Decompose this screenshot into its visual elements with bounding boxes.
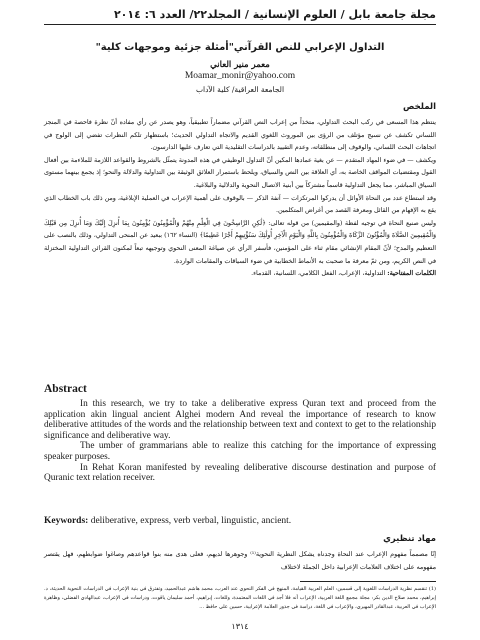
arabic-paragraph: وقد استطاع عدد من النحاة الأوائل أن يدركوا المرتكزات — آنفة الذكر — بالوقوف على أهمية الإعراب في العملية الإبلاغية، ومن ذلك باب الخطاب الذي يقع به الإفهام من القائل ومعرفة القصد من أغراض المتكلمين. (44, 194, 436, 215)
english-abstract-heading: Abstract (44, 383, 87, 395)
english-keywords (44, 516, 436, 526)
english-paragraph: The umber of grammarians able to realize this catching for the importance of expressing speaker purposes. (44, 441, 436, 462)
arabic-paragraph: ينتظم هذا المسعى في ركب البحث التداولي، متخذاً من إعراب النص القرآني مضماراً تطبيقياً، وهو يصدر عن رأي مفاده أنّ نظرة فاحصة في المنجز اللساني تكشف عن نسيج مؤتلف من الرؤى بين الموروث اللغوي القديم والاتجاه التداولي الحديث؛ باستظهار تلكم النظرات تفضي إلى الولوج في اتجاهات البحث اللساني، والوقوف إلى منطلقاته، وعدم التقييد بالدراسات التقليدية التي تعارف عليها الدارسون. (44, 119, 436, 152)
english-keywords-text: deliberative, express, verb verbal, linguistic, ancient. (88, 516, 292, 526)
footnote: (1) تنقسم نظرية الدراسات اللغوية إلى قسمين: العلم العربية القيامة، المنهج في الفكر النحوي عند العرب، محمد هاشم عبدالحميد، وتفترق في بنية الإعراب في الدراسات النحوية الحديثة، د. إبراهيم، محمد صلاح الدين بكر: مجلة مجمع اللغة العربية، الإعراب أنه فلا أجد في اللغات المعتمدة، وللغات، إبراهيم، أحمد سليمان ياقوت، ودراسات في الإعراب، عبدالهادي الفضلي، وظاهرة الإعراب في العربية، عبدالقادر المهيري، والإعراب في اللغة، دراسة في جذور العلامة الإعرابية، حسين علي حافظ ... (44, 586, 436, 610)
header-rule (44, 24, 436, 25)
footnotes (44, 585, 436, 612)
running-head: مجلة جامعة بابل / العلوم الإنسانية / المجلد٢٢/ العدد ٦: ٢٠١٤ (113, 8, 436, 21)
arabic-keywords (44, 268, 436, 281)
arabic-abstract-body (44, 117, 436, 281)
arabic-keywords-text: التداولية، الإعراب، الفعل الكلامي، اللسانية، القدماء. (251, 270, 386, 278)
arabic-paragraph: وليس صنيع النحاة في توجيه لفظة (والمقيمين) من قوله تعالى: ﴿لَٰكِنِ الرَّاسِخُونَ فِي الْعِلْمِ مِنْهُمْ وَالْمُؤْمِنُونَ يُؤْمِنُونَ بِمَا أُنزِلَ إِلَيْكَ وَمَا أُنزِلَ مِن قَبْلِكَ وَالْمُقِيمِينَ الصَّلَاةَ وَالْمُؤْتُونَ الزَّكَاةَ وَالْمُؤْمِنُونَ بِاللَّهِ وَالْيَوْمِ الْآخِرِ أُولَٰئِكَ سَنُؤْتِيهِمْ أَجْرًا عَظِيمًا﴾ (النساء ١٦٢) ببعيد عن المنحى التداولي، وذلك بالنصب على التعظيم والمدح؛ لأنّ المقام الإنشائي مقام ثناء على المؤمنين، فأسفر الرأي عن صياغة المعنى النحوي وتوجيهه تبعاً لمكنون القرائن التداولية المختزلة في النص الكريم، ومن ثمّ معرفة ما صحبت به الأنماط الخطابية في ضوء السياقات والمقامات الواردة. (44, 219, 437, 265)
english-paragraph: In Rehat Koran manifested by revealing deliberative discourse destination and purpose of Quranic text relation receiver. (44, 462, 436, 484)
author-affiliation: الجامعة العراقية/ كلية الآداب (195, 85, 285, 94)
english-paragraph: In this research, we try to take a deliberative express Quran text and proceed from the application akin lingual ancient Alghei modern And reveal the importance of research to know deliberative attitudes of the words and the relationship between text and context to get to the relationship significance and deliberative way. (44, 399, 436, 441)
author-name: معمر منير العاني (210, 60, 270, 70)
arabic-keywords-label: الكلمات المفتاحية: (387, 270, 436, 278)
arabic-paragraph: ويكشف — في ضوء المهاد المتقدم — عن بغية عمادها المكين أنّ التداول الوظيفي في هذه المدونة يتمثّل بالشروط والقواعد اللازمة للملاءمة بين أفعال القول ومقتضيات المواقف الخاصة به، أي العلاقة بين النص والسياق، ويلحظ باستمرار العلائق الوثيقة بين التداولية والدلالة والنحو؛ إذ يجمع بينهما مستوى السياق المباشر، مما يجعل التداولية قاسماً مشتركاً بين أبنية الاتصال النحوية والدلالية والبلاغية. (44, 156, 436, 189)
english-abstract-body (44, 399, 436, 484)
author-email: Moamar_monir@yahoo.com (184, 71, 296, 81)
arabic-abstract-heading: الملخص (403, 102, 436, 112)
intro-paragraph: إنّا مصمماً مفهوم الإعراب عند النحاة وجدناه يشكل النظرية النحوية⁽¹⁾ وجوهرها لديهم، فعلى هدى منه بنوا قواعدهم وصاغوا ضوابطهم، فهل يقتصر مفهومه على اختلاف العلامات الإعرابية داخل الجملة لاختلاف (44, 551, 436, 571)
intro-heading: مهاد تنظيري (383, 534, 436, 544)
article-title: التداول الإعرابي للنص القرآني"أمثلة جزئية وموجهات كلية" (95, 42, 385, 53)
footnote-rule (300, 581, 436, 582)
page-number: ١٣١٤ (231, 622, 249, 631)
english-keywords-label: Keywords: (44, 516, 89, 526)
intro-body (44, 549, 436, 574)
